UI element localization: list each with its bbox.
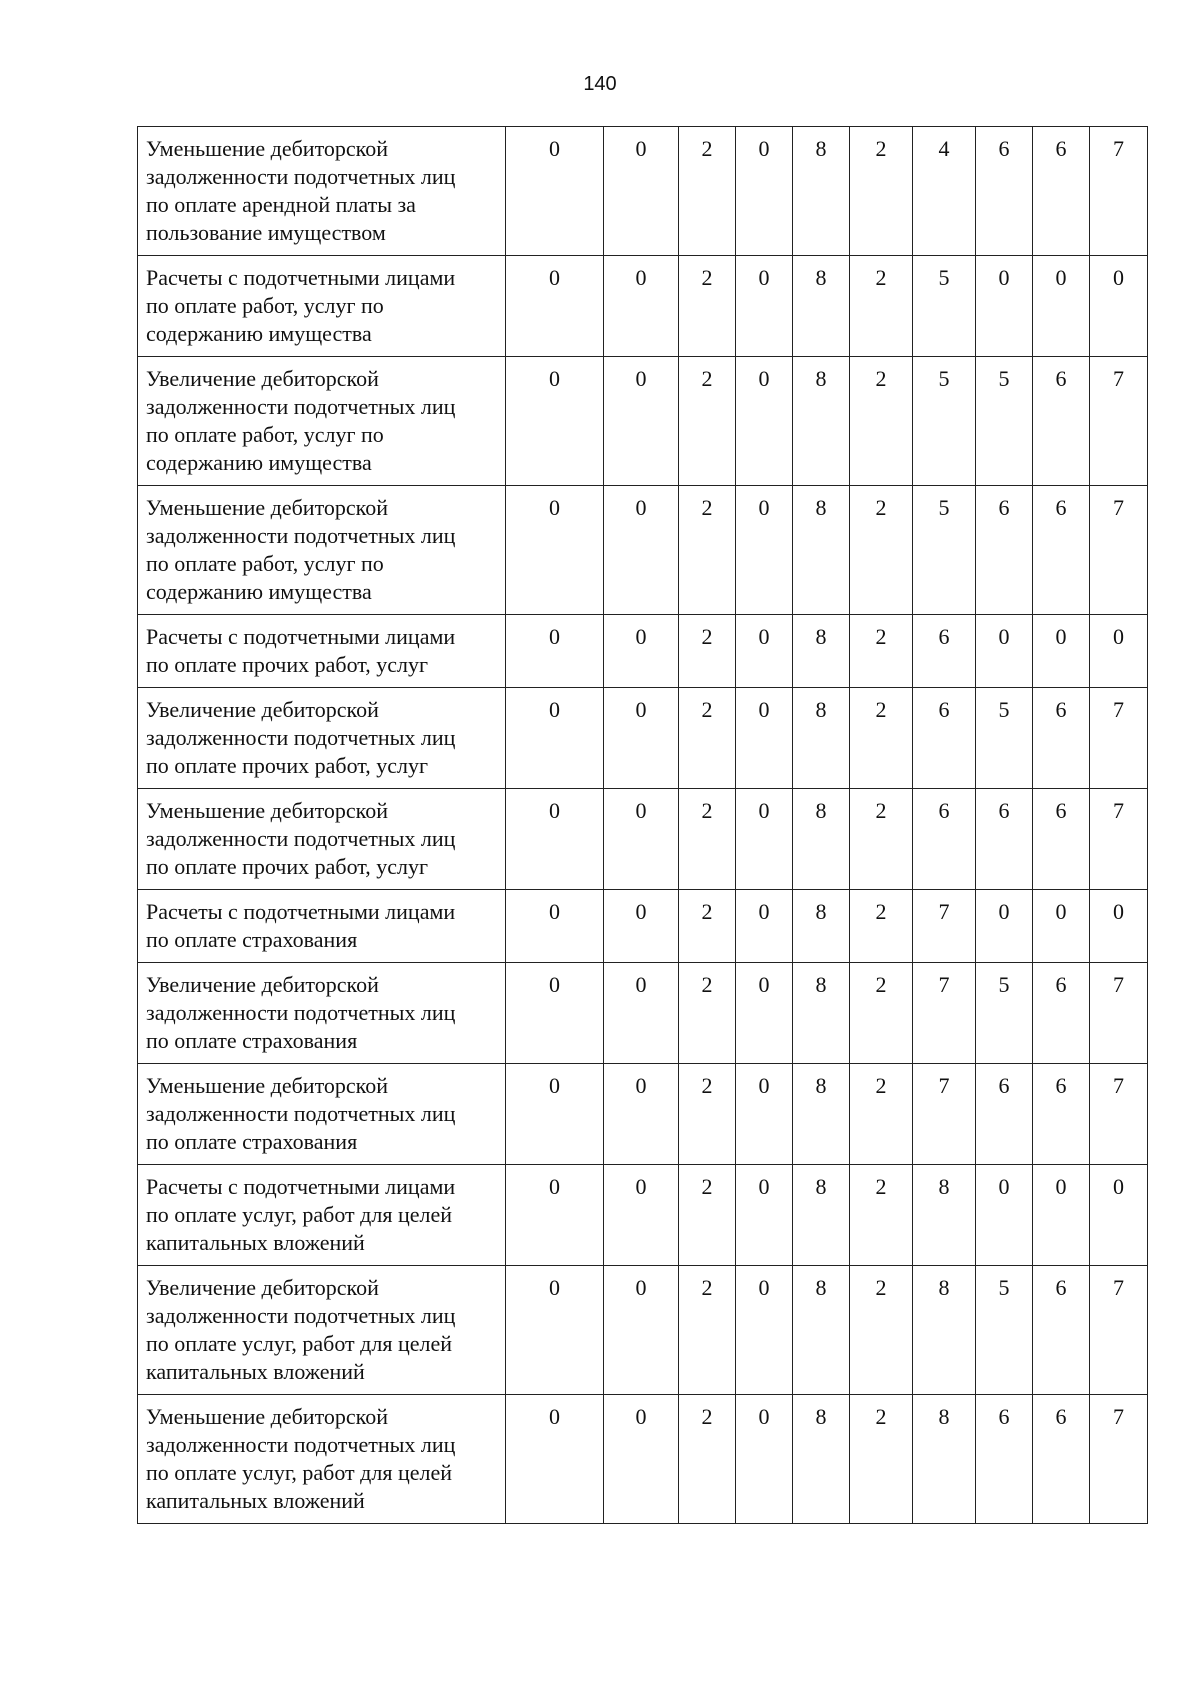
code-digit-cell: 6	[976, 1395, 1033, 1524]
code-digit-cell: 2	[850, 789, 913, 890]
code-digit-cell: 6	[1033, 1064, 1090, 1165]
code-digit-cell: 0	[604, 963, 679, 1064]
code-digit-cell: 6	[1033, 127, 1090, 256]
code-digit-cell: 2	[850, 615, 913, 688]
code-digit-cell: 0	[604, 688, 679, 789]
account-name-cell	[138, 615, 506, 688]
code-digit-cell: 6	[913, 789, 976, 890]
code-digit-cell: 2	[679, 1266, 736, 1395]
code-digit-cell: 0	[976, 1165, 1033, 1266]
code-digit-cell: 0	[736, 963, 793, 1064]
code-digit-cell: 8	[793, 127, 850, 256]
code-digit-cell: 0	[736, 127, 793, 256]
code-digit-cell: 2	[850, 1266, 913, 1395]
account-name-line: Увеличение дебиторской	[146, 366, 379, 391]
code-digit-cell: 7	[913, 963, 976, 1064]
code-digit-cell: 2	[679, 256, 736, 357]
table-row	[138, 357, 1148, 486]
account-name-cell	[138, 688, 506, 789]
account-name-line: содержанию имущества	[146, 321, 372, 346]
table-row	[138, 1165, 1148, 1266]
code-digit-cell: 5	[913, 486, 976, 615]
code-digit-cell: 5	[913, 357, 976, 486]
code-digit-cell: 6	[1033, 963, 1090, 1064]
table-row	[138, 127, 1148, 256]
code-digit-cell: 6	[976, 1064, 1033, 1165]
account-name-line: Уменьшение дебиторской	[146, 1073, 389, 1098]
code-digit-cell: 2	[679, 789, 736, 890]
code-digit-cell: 7	[1090, 1395, 1148, 1524]
account-name-cell	[138, 1165, 506, 1266]
code-digit-cell: 2	[679, 486, 736, 615]
account-name-line: по оплате прочих работ, услуг	[146, 854, 429, 879]
code-digit-cell: 2	[850, 688, 913, 789]
code-digit-cell: 8	[793, 789, 850, 890]
code-digit-cell: 0	[736, 789, 793, 890]
code-digit-cell: 0	[506, 688, 604, 789]
code-digit-cell: 2	[679, 688, 736, 789]
account-name-line: задолженности подотчетных лиц	[146, 394, 456, 419]
account-name-cell	[138, 890, 506, 963]
account-name-cell	[138, 486, 506, 615]
code-digit-cell: 2	[679, 615, 736, 688]
code-digit-cell: 2	[679, 1064, 736, 1165]
code-digit-cell: 0	[1033, 256, 1090, 357]
code-digit-cell: 2	[850, 1064, 913, 1165]
code-digit-cell: 0	[1090, 890, 1148, 963]
code-digit-cell: 8	[793, 1064, 850, 1165]
table-row	[138, 615, 1148, 688]
code-digit-cell: 0	[736, 357, 793, 486]
code-digit-cell: 8	[793, 963, 850, 1064]
code-digit-cell: 7	[1090, 963, 1148, 1064]
code-digit-cell: 6	[913, 688, 976, 789]
account-name-cell	[138, 256, 506, 357]
account-name-line: по оплате страхования	[146, 927, 358, 952]
account-name-cell	[138, 1395, 506, 1524]
account-name-line: задолженности подотчетных лиц	[146, 523, 456, 548]
code-digit-cell: 2	[679, 963, 736, 1064]
account-name-line: по оплате услуг, работ для целей	[146, 1202, 453, 1227]
code-digit-cell: 8	[913, 1165, 976, 1266]
code-digit-cell: 0	[604, 1165, 679, 1266]
table-row	[138, 1266, 1148, 1395]
table-row	[138, 890, 1148, 963]
code-digit-cell: 0	[604, 1395, 679, 1524]
code-digit-cell: 0	[736, 1266, 793, 1395]
account-name-cell	[138, 1266, 506, 1395]
account-name-line: содержанию имущества	[146, 450, 372, 475]
account-name-line: задолженности подотчетных лиц	[146, 1101, 456, 1126]
code-digit-cell: 5	[976, 963, 1033, 1064]
code-digit-cell: 2	[679, 1165, 736, 1266]
code-digit-cell: 8	[793, 357, 850, 486]
code-digit-cell: 0	[976, 256, 1033, 357]
account-name-line: пользование имуществом	[146, 220, 386, 245]
code-digit-cell: 0	[604, 789, 679, 890]
code-digit-cell: 0	[1033, 1165, 1090, 1266]
code-digit-cell: 6	[1033, 1395, 1090, 1524]
table-row	[138, 256, 1148, 357]
code-digit-cell: 0	[604, 1064, 679, 1165]
table-row	[138, 486, 1148, 615]
account-name-line: капитальных вложений	[146, 1230, 365, 1255]
account-name-line: по оплате прочих работ, услуг	[146, 652, 429, 677]
code-digit-cell: 2	[679, 127, 736, 256]
code-digit-cell: 2	[850, 357, 913, 486]
table-row	[138, 1064, 1148, 1165]
code-digit-cell: 8	[913, 1266, 976, 1395]
account-name-line: по оплате страхования	[146, 1129, 358, 1154]
account-name-line: по оплате услуг, работ для целей	[146, 1460, 453, 1485]
code-digit-cell: 6	[1033, 357, 1090, 486]
code-digit-cell: 0	[604, 890, 679, 963]
code-digit-cell: 7	[1090, 486, 1148, 615]
code-digit-cell: 7	[913, 890, 976, 963]
code-digit-cell: 0	[976, 890, 1033, 963]
table-row	[138, 963, 1148, 1064]
account-codes-table	[137, 126, 1148, 1524]
account-name-line: Увеличение дебиторской	[146, 1275, 379, 1300]
account-name-line: по оплате работ, услуг по	[146, 293, 384, 318]
account-name-cell	[138, 127, 506, 256]
code-digit-cell: 0	[506, 357, 604, 486]
table-row	[138, 688, 1148, 789]
code-digit-cell: 0	[1033, 890, 1090, 963]
code-digit-cell: 2	[850, 127, 913, 256]
account-name-line: Уменьшение дебиторской	[146, 1404, 389, 1429]
code-digit-cell: 8	[793, 1395, 850, 1524]
code-digit-cell: 0	[604, 256, 679, 357]
code-digit-cell: 8	[793, 1165, 850, 1266]
code-digit-cell: 0	[506, 1064, 604, 1165]
code-digit-cell: 6	[976, 789, 1033, 890]
code-digit-cell: 7	[1090, 127, 1148, 256]
account-name-line: Расчеты с подотчетными лицами	[146, 899, 456, 924]
account-name-line: Уменьшение дебиторской	[146, 798, 389, 823]
code-digit-cell: 6	[1033, 1266, 1090, 1395]
code-digit-cell: 0	[604, 1266, 679, 1395]
code-digit-cell: 0	[506, 963, 604, 1064]
code-digit-cell: 5	[976, 357, 1033, 486]
code-digit-cell: 0	[1033, 615, 1090, 688]
code-digit-cell: 6	[1033, 486, 1090, 615]
code-digit-cell: 0	[604, 615, 679, 688]
code-digit-cell: 8	[793, 890, 850, 963]
code-digit-cell: 0	[736, 615, 793, 688]
code-digit-cell: 0	[1090, 615, 1148, 688]
code-digit-cell: 0	[604, 127, 679, 256]
code-digit-cell: 2	[679, 1395, 736, 1524]
code-digit-cell: 0	[736, 1395, 793, 1524]
code-digit-cell: 6	[1033, 789, 1090, 890]
account-name-line: Расчеты с подотчетными лицами	[146, 624, 456, 649]
code-digit-cell: 0	[506, 256, 604, 357]
account-name-line: задолженности подотчетных лиц	[146, 164, 456, 189]
account-name-line: по оплате страхования	[146, 1028, 358, 1053]
account-name-line: по оплате арендной платы за	[146, 192, 416, 217]
code-digit-cell: 8	[913, 1395, 976, 1524]
code-digit-cell: 0	[604, 486, 679, 615]
code-digit-cell: 6	[976, 127, 1033, 256]
code-digit-cell: 5	[976, 688, 1033, 789]
code-digit-cell: 6	[976, 486, 1033, 615]
code-digit-cell: 2	[679, 890, 736, 963]
page-number: 140	[583, 73, 617, 95]
account-name-line: Увеличение дебиторской	[146, 697, 379, 722]
account-name-line: содержанию имущества	[146, 579, 372, 604]
account-name-line: Уменьшение дебиторской	[146, 136, 389, 161]
code-digit-cell: 0	[736, 256, 793, 357]
code-digit-cell: 8	[793, 486, 850, 615]
code-digit-cell: 0	[736, 688, 793, 789]
account-name-line: задолженности подотчетных лиц	[146, 826, 456, 851]
account-name-cell	[138, 1064, 506, 1165]
account-name-line: капитальных вложений	[146, 1488, 365, 1513]
code-digit-cell: 0	[736, 890, 793, 963]
code-digit-cell: 0	[506, 1165, 604, 1266]
code-digit-cell: 0	[506, 1395, 604, 1524]
code-digit-cell: 0	[1090, 256, 1148, 357]
code-digit-cell: 2	[850, 1165, 913, 1266]
code-digit-cell: 8	[793, 615, 850, 688]
account-name-line: задолженности подотчетных лиц	[146, 725, 456, 750]
code-digit-cell: 5	[976, 1266, 1033, 1395]
code-digit-cell: 0	[736, 1064, 793, 1165]
account-name-line: Расчеты с подотчетными лицами	[146, 1174, 456, 1199]
code-digit-cell: 0	[506, 127, 604, 256]
code-digit-cell: 2	[850, 963, 913, 1064]
table-row	[138, 1395, 1148, 1524]
account-name-line: по оплате прочих работ, услуг	[146, 753, 429, 778]
code-digit-cell: 2	[850, 256, 913, 357]
account-name-line: Увеличение дебиторской	[146, 972, 379, 997]
code-digit-cell: 6	[913, 615, 976, 688]
code-digit-cell: 0	[736, 486, 793, 615]
account-name-line: по оплате работ, услуг по	[146, 551, 384, 576]
code-digit-cell: 8	[793, 256, 850, 357]
account-name-line: Расчеты с подотчетными лицами	[146, 265, 456, 290]
account-name-line: по оплате работ, услуг по	[146, 422, 384, 447]
code-digit-cell: 0	[604, 357, 679, 486]
account-name-line: задолженности подотчетных лиц	[146, 1303, 456, 1328]
code-digit-cell: 2	[850, 890, 913, 963]
code-digit-cell: 7	[913, 1064, 976, 1165]
account-name-line: капитальных вложений	[146, 1359, 365, 1384]
code-digit-cell: 7	[1090, 789, 1148, 890]
code-digit-cell: 8	[793, 688, 850, 789]
table-body	[138, 127, 1148, 1524]
account-name-line: по оплате услуг, работ для целей	[146, 1331, 453, 1356]
code-digit-cell: 0	[1090, 1165, 1148, 1266]
code-digit-cell: 2	[850, 486, 913, 615]
code-digit-cell: 2	[679, 357, 736, 486]
code-digit-cell: 7	[1090, 1266, 1148, 1395]
code-digit-cell: 0	[506, 890, 604, 963]
code-digit-cell: 8	[793, 1266, 850, 1395]
code-digit-cell: 5	[913, 256, 976, 357]
account-name-line: задолженности подотчетных лиц	[146, 1432, 456, 1457]
table-row	[138, 789, 1148, 890]
account-name-cell	[138, 357, 506, 486]
account-name-line: Уменьшение дебиторской	[146, 495, 389, 520]
code-digit-cell: 0	[736, 1165, 793, 1266]
code-digit-cell: 0	[506, 789, 604, 890]
code-digit-cell: 7	[1090, 688, 1148, 789]
code-digit-cell: 0	[506, 486, 604, 615]
account-name-cell	[138, 963, 506, 1064]
code-digit-cell: 0	[506, 615, 604, 688]
code-digit-cell: 0	[506, 1266, 604, 1395]
code-digit-cell: 0	[976, 615, 1033, 688]
code-digit-cell: 7	[1090, 357, 1148, 486]
code-digit-cell: 7	[1090, 1064, 1148, 1165]
code-digit-cell: 6	[1033, 688, 1090, 789]
account-name-cell	[138, 789, 506, 890]
account-name-line: задолженности подотчетных лиц	[146, 1000, 456, 1025]
code-digit-cell: 2	[850, 1395, 913, 1524]
code-digit-cell: 4	[913, 127, 976, 256]
